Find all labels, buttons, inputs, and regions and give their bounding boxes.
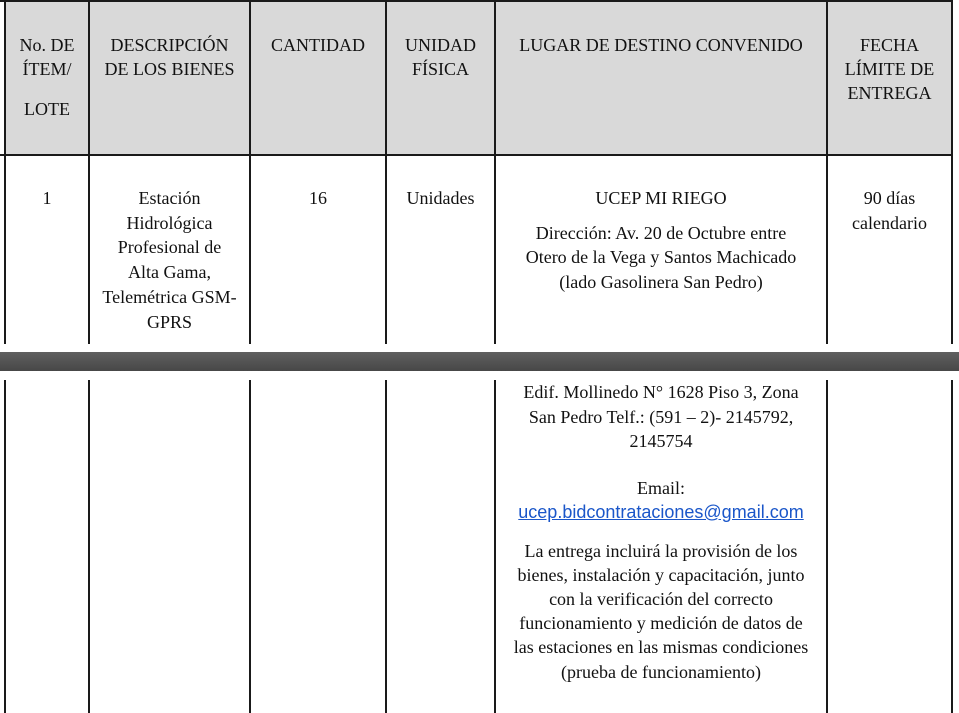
- col-border: [88, 380, 90, 713]
- page-break-bar: [0, 352, 959, 371]
- header-lugar: LUGAR DE DESTINO CONVENIDO: [519, 35, 803, 55]
- header-descripcion-line: DE LOS BIENES: [104, 59, 235, 79]
- col-border: [951, 0, 953, 344]
- lugar-direccion: [496, 221, 826, 295]
- edificio-line: San Pedro Telf.: (591 – 2)- 2145792,: [528, 406, 794, 427]
- header-unidad: [387, 33, 494, 81]
- nota-line: funcionamiento y medición de datos de: [519, 613, 803, 634]
- col-border: [4, 380, 6, 713]
- descripcion-line: Profesional de: [117, 237, 222, 258]
- header-fecha: [828, 33, 951, 105]
- col-border: [385, 380, 387, 713]
- lugar-title: UCEP MI RIEGO: [595, 188, 727, 208]
- cell-lugar-top: [496, 186, 826, 294]
- header-cantidad: CANTIDAD: [271, 35, 365, 55]
- header-fecha-line: LÍMITE DE: [844, 59, 935, 79]
- header-fecha-line: FECHA: [859, 35, 919, 55]
- header-fecha-line: ENTREGA: [847, 83, 932, 103]
- table-top-section: [0, 0, 959, 344]
- cell-descripcion: [90, 186, 249, 334]
- fecha-line: 90 días: [863, 188, 916, 208]
- col-border: [826, 380, 828, 713]
- header-item-line: ÍTEM/: [22, 59, 72, 79]
- table-top-border: [0, 0, 953, 2]
- direccion-line: Dirección: Av. 20 de Octubre entre: [535, 222, 787, 243]
- descripcion-line: Estación: [138, 188, 201, 208]
- lugar-edificio: [496, 380, 826, 454]
- fecha-line: calendario: [852, 212, 927, 233]
- header-item: [6, 33, 88, 121]
- col-border: [249, 380, 251, 713]
- header-descripcion: [90, 33, 249, 81]
- descripcion-line: Alta Gama,: [128, 262, 211, 283]
- cell-cantidad: 16: [309, 188, 327, 208]
- nota-line: bienes, instalación y capacitación, junto: [517, 564, 805, 585]
- nota-line: (prueba de funcionamiento): [561, 661, 761, 682]
- header-item-line: No. DE: [19, 35, 75, 55]
- descripcion-line: GPRS: [146, 311, 193, 332]
- header-unidad-line: FÍSICA: [411, 59, 469, 79]
- cell-unidad: Unidades: [406, 188, 475, 208]
- edificio-line: 2145754: [629, 431, 693, 451]
- header-descripcion-line: DESCRIPCIÓN: [110, 35, 229, 55]
- descripcion-line: Telemétrica GSM-: [102, 286, 237, 307]
- nota-line: las estaciones en las mismas condiciones: [513, 637, 809, 658]
- header-unidad-line: UNIDAD: [405, 35, 476, 55]
- email-link[interactable]: ucep.bidcontrataciones@gmail.com: [518, 502, 804, 522]
- cell-item: 1: [42, 188, 52, 208]
- header-bottom-border: [0, 154, 953, 156]
- col-border: [951, 380, 953, 713]
- nota-line: con la verificación del correcto: [549, 588, 773, 609]
- descripcion-line: Hidrológica: [126, 212, 213, 233]
- table-bottom-section: [0, 380, 959, 713]
- email-label: Email:: [637, 477, 685, 498]
- cell-lugar-bottom: [496, 380, 826, 684]
- cell-fecha: [828, 186, 951, 235]
- entrega-nota: [496, 539, 826, 684]
- nota-line: La entrega incluirá la provisión de los: [524, 540, 798, 561]
- header-item-line: LOTE: [24, 99, 70, 119]
- edificio-line: Edif. Mollinedo N° 1628 Piso 3, Zona: [523, 382, 799, 402]
- direccion-line: (lado Gasolinera San Pedro): [559, 271, 763, 292]
- direccion-line: Otero de la Vega y Santos Machicado: [525, 247, 797, 267]
